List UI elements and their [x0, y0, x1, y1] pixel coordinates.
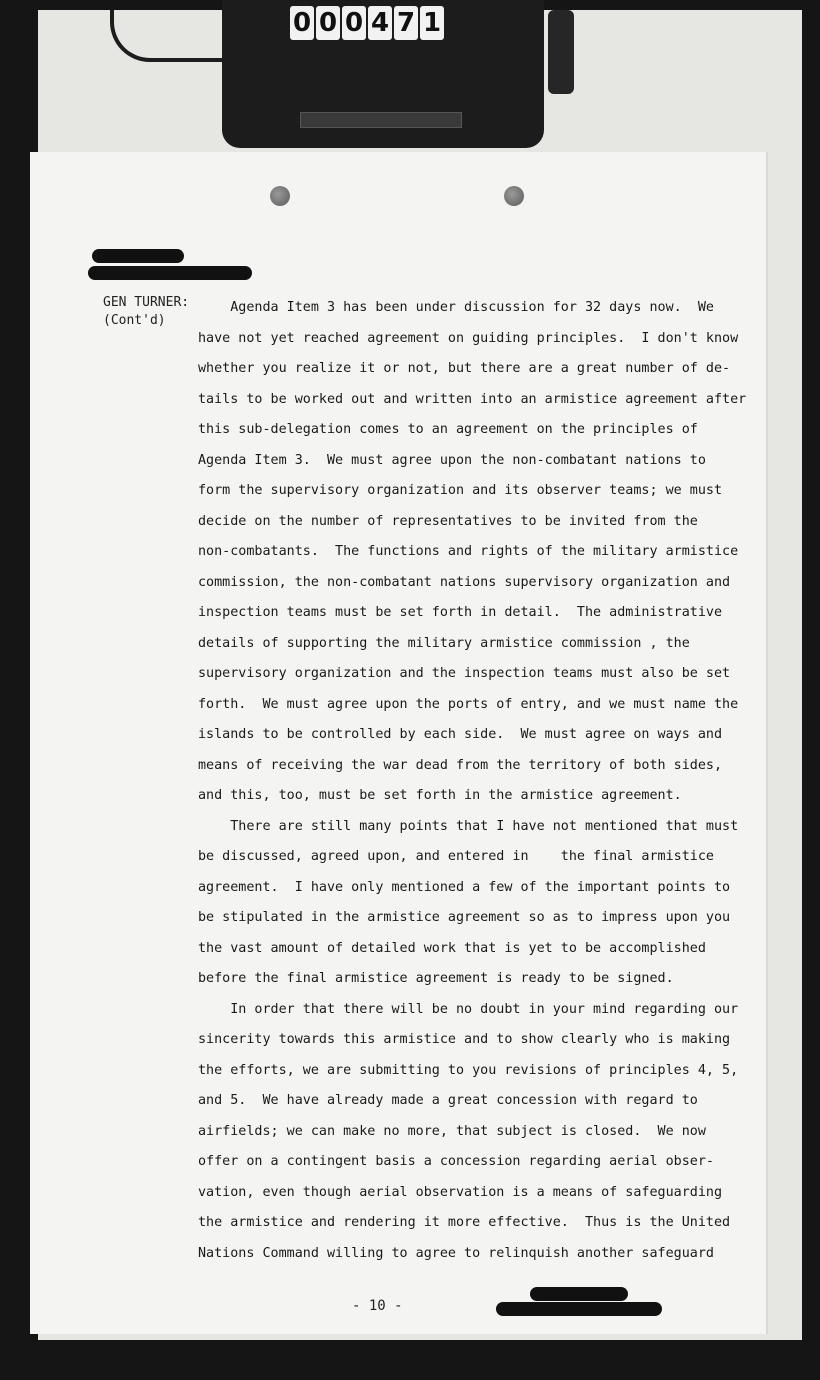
punch-hole-left — [270, 186, 290, 206]
counter-digit: 0 — [342, 6, 366, 40]
text-line: commission, the non-combatant nations supervisory organization and — [198, 574, 731, 590]
text-line: and 5. We have already made a great concession with regard to — [198, 1093, 698, 1108]
text-line: whether you realize it or not, but there are a great number of de- — [198, 361, 731, 376]
text-line: Agenda Item 3. We must agree upon the non-combatant nations to — [198, 452, 706, 468]
speaker-continued: (Cont'd) — [103, 313, 166, 328]
text-line: the vast amount of detailed work that is yet to be accomplished — [198, 940, 706, 956]
text-line: islands to be controlled by each side. We must agree on ways and — [198, 727, 723, 742]
text-line: details of supporting the military armistice commission , the — [198, 635, 690, 651]
text-line: In order that there will be no doubt in your mind regarding our — [198, 1001, 739, 1017]
counter-digit: 7 — [394, 6, 418, 40]
frame-counter-digits — [290, 6, 444, 42]
text-line: and this, too, must be set forth in the armistice agreement. — [198, 788, 682, 803]
speaker-label — [103, 294, 189, 330]
counter-digit: 0 — [290, 6, 314, 40]
text-line: the efforts, we are submitting to you revisions of principles 4, 5, — [198, 1062, 739, 1078]
text-line: non-combatants. The functions and rights of the military armistice — [198, 544, 739, 559]
page-number: - 10 - — [352, 1298, 403, 1314]
text-line: supervisory organization and the inspection teams must also be set — [198, 666, 731, 681]
text-line: Agenda Item 3 has been under discussion for 32 days now. We — [198, 300, 714, 315]
text-line: offer on a contingent basis a concession regarding aerial obser- — [198, 1154, 714, 1169]
counter-slot — [300, 112, 462, 128]
redaction-bar-bottom — [530, 1287, 628, 1301]
text-line: tails to be worked out and written into an armistice agreement after — [198, 391, 747, 407]
text-line: vation, even though aerial observation is a means of safeguarding — [198, 1184, 723, 1200]
text-line: airfields; we can make no more, that subject is closed. We now — [198, 1123, 706, 1139]
text-line: have not yet reached agreement on guiding principles. I don't know — [198, 330, 739, 346]
text-line: There are still many points that I have not mentioned that must — [198, 818, 739, 834]
text-line: agreement. I have only mentioned a few of the important points to — [198, 879, 731, 895]
text-line: be discussed, agreed upon, and entered in the final armistice — [198, 849, 714, 864]
text-line: be stipulated in the armistice agreement so as to impress upon you — [198, 910, 731, 925]
text-line: inspection teams must be set forth in detail. The administrative — [198, 605, 723, 620]
redaction-bar-top-second — [88, 266, 252, 280]
text-line: means of receiving the war dead from the territory of both sides, — [198, 757, 723, 773]
text-line: this sub-delegation comes to an agreement on the principles of — [198, 422, 698, 437]
punch-hole-right — [504, 186, 524, 206]
speaker-name: GEN TURNER: — [103, 295, 190, 310]
text-line: sincerity towards this armistice and to show clearly who is making — [198, 1032, 731, 1047]
transcript-body — [198, 293, 747, 1269]
text-line: before the final armistice agreement is ready to be signed. — [198, 971, 674, 986]
counter-digit: 0 — [316, 6, 340, 40]
counter-digit: 1 — [420, 6, 444, 40]
counter-digit: 4 — [368, 6, 392, 40]
text-line: the armistice and rendering it more effective. Thus is the United — [198, 1215, 731, 1230]
text-line: decide on the number of representatives to be invited from the — [198, 513, 698, 529]
text-line: form the supervisory organization and its observer teams; we must — [198, 483, 723, 498]
text-line: forth. We must agree upon the ports of entry, and we must name the — [198, 696, 739, 712]
counter-knob — [548, 10, 574, 94]
redaction-bar-top — [92, 249, 184, 263]
text-line: Nations Command willing to agree to relinquish another safeguard — [198, 1245, 714, 1261]
redaction-bar-bottom-second — [496, 1302, 662, 1316]
